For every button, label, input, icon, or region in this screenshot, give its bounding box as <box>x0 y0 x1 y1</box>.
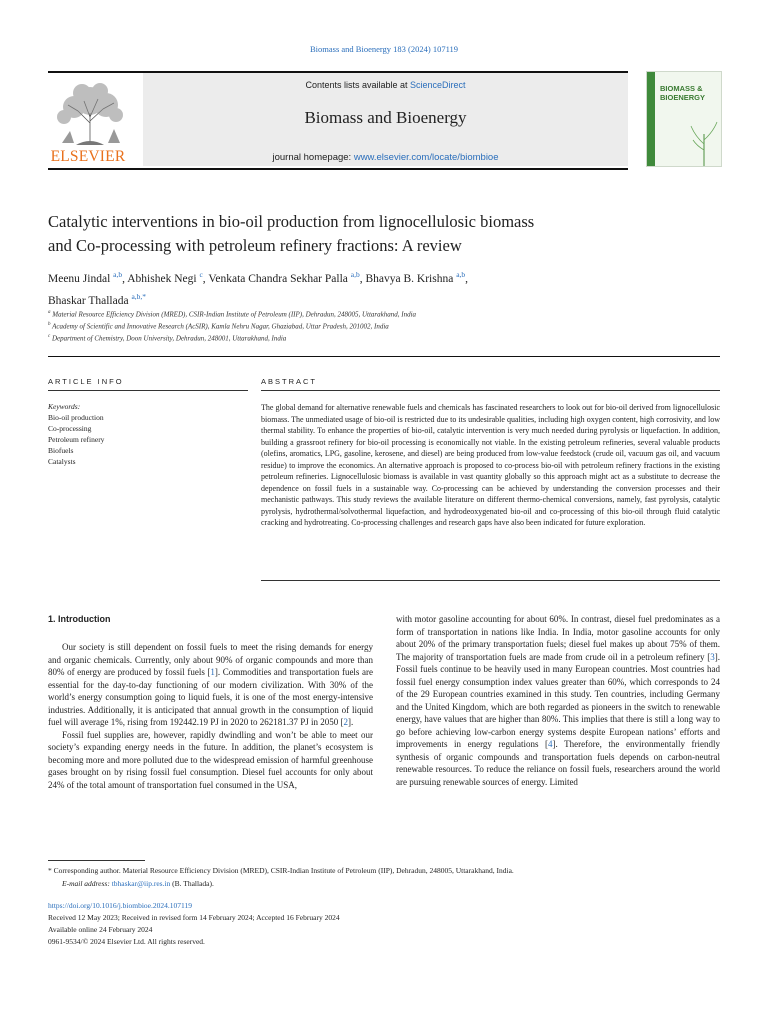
affiliation-key: a <box>48 310 51 315</box>
abstract-heading: ABSTRACT <box>261 377 318 386</box>
affiliation-b <box>48 322 728 330</box>
abstract-text: The global demand for alternative renewable fuels and chemicals has fascinated researchers to look out for bio-oil derived from lignocellulosic biomass. The unmediated usage of bio-oil is restricted due to its undesirable qualities, including high oxygen content, high corrosivity, and low thermal stability. To enhance the properties of bio-oil, catalytic intervention is very much needed during pyrolysis or liquefaction. In addition, building a grassroot refinery for bio-oil processing is economically not viable. In the existing petroleum refineries, several valuable products (olefins, aromatics, LPG, gasoline, kerosene, and diesel) are being produced from low-value feedstock (crude oil, vacuum gas oil, and vacuum residue) to improve the economics. An alternative approach is proposed to co-process bio-oil with petroleum refinery fractions in the existing petroleum refineries. Lignocellulosic biomass is available in vast quantity globally so this approach might act as a substitute to decrease the dependence on fossil fuels in a sustainable way. Co-processing can be achieved by understanding the conversion processes and their mechanistic pathways. This study reviews the available literature on different thermo-chemical conversions, namely, fast pyrolysis, catalytic pyrolysis, hydrothermal/solvothermal liquefaction, and hydrodeoxygenated bio-oil and co-processing of this bio-oil through fluid catalytic cracking and hydrotreating. Co-processing challenges and research gaps have also been indicated for future exploration. <box>261 403 720 528</box>
affiliation-text: Academy of Scientific and Innovative Research (AcSIR), Kamla Nehru Nagar, Ghaziabad, Uttar Pradesh, 201002, India <box>52 322 389 331</box>
cover-plant-icon <box>687 114 721 166</box>
body-text: ]. Fossil fuels continue to be heavily used in many European countries. Most countries had fossil fuel energy consumption index values greater than 60%, which corresponds to 24 of the 29 European countries examined in this study. Ten countries, including Germany and the United Kingdom, which are both regarded as pioneers in the switch to renewable energy, have values that are higher than 80%. This implies that there is still a long way to go before achieving low-carbon energy systems despite European nations’ efforts and improvements in energy regulations [ <box>396 651 720 749</box>
author-name[interactable]: Bhavya B. Krishna <box>365 272 454 285</box>
body-text: ]. Commodities and transportation fuels are essential for the day-to-day functioning of our modern civilization. With 30% of the world’s energy consumption going to liquid fuels, it is one of the most energy-intensive industries. Additionally, it is anticipated that annual growth in the consumption of liquid fuel will average 1%, rising from 192442.19 PJ in 2020 to 262181.37 PJ in 2050 [ <box>48 667 373 727</box>
affiliation-key: c <box>48 334 51 339</box>
author-name[interactable]: Venkata Chandra Sekhar Palla <box>208 272 348 285</box>
journal-cover-thumbnail[interactable] <box>646 71 722 167</box>
citation-link[interactable]: 2 <box>343 717 348 727</box>
affiliation-key: b <box>48 322 51 327</box>
email-suffix: (B. Thallada). <box>170 879 214 888</box>
keyword-item: Bio-oil production <box>48 413 104 422</box>
keywords-label: Keywords: <box>48 402 81 411</box>
body-paragraph: Fossil fuel supplies are, however, rapidly dwindling and won’t be able to meet our society’s expanding energy needs in the future. In addition, the planet’s ecosystem is becoming more and more polluted due to the widespread emission of harmful greenhouse gases brought on by rising fossil fuel consumption. Diesel fuel accounts for only about 24% of the total amount of transportation fuel consumed in the USA, <box>48 729 373 790</box>
author-affiliation-sup[interactable]: a,b,* <box>131 291 147 301</box>
body-text: Our society is still dependent on fossil fuels to meet the rising demands for energy and organic chemicals. Currently, only about 90% of organic compounds and more than 80% of energy are produced by fossil fuels [ <box>48 642 373 677</box>
available-online-date: Available online 24 February 2024 <box>48 925 153 934</box>
author-name[interactable]: Abhishek Negi <box>127 272 197 285</box>
cover-title-line2: BIOENERGY <box>660 92 706 102</box>
body-text: ]. <box>347 717 354 727</box>
email-link[interactable]: tbhaskar@iip.res.in <box>111 879 171 888</box>
cover-green-band <box>647 72 655 166</box>
section-heading-introduction: 1. Introduction <box>48 614 111 624</box>
keyword-item: Catalysts <box>48 457 76 466</box>
keyword-item: Petroleum refinery <box>48 435 105 444</box>
article-title-line1: Catalytic interventions in bio-oil production from lignocellulosic biomass <box>48 212 535 231</box>
citation-link[interactable]: 4 <box>548 739 553 749</box>
homepage-prefix: journal homepage: <box>272 152 354 163</box>
abstract-rule <box>261 390 720 391</box>
section-divider <box>48 356 720 357</box>
affiliation-text: Material Resource Efficiency Division (MRED), CSIR-Indian Institute of Petroleum (IIP), Dehradun, 248005, Uttarakhand, India <box>52 310 417 319</box>
author-name[interactable]: Meenu Jindal <box>48 272 111 285</box>
corresponding-author-note: * Corresponding author. Material Resource Efficiency Division (MRED), CSIR-Indian Institute of Petroleum (IIP), Dehradun, 248005, Uttarakhand, India. <box>48 866 514 875</box>
copyright-notice: 0961-9534/© 2024 Elsevier Ltd. All rights reserved. <box>48 937 205 946</box>
author-affiliation-sup[interactable]: c <box>199 270 203 279</box>
journal-reference[interactable]: Biomass and Bioenergy 183 (2024) 107119 <box>309 44 459 54</box>
journal-name: Biomass and Bioenergy <box>304 108 467 127</box>
keyword-item: Co-processing <box>48 424 92 433</box>
body-column-right <box>396 613 720 788</box>
author-affiliation-sup[interactable]: a,b <box>113 270 123 279</box>
affiliation-c <box>48 334 728 342</box>
doi-link[interactable]: https://doi.org/10.1016/j.biombioe.2024.107119 <box>48 901 192 910</box>
body-column-left <box>48 641 373 791</box>
author-affiliation-sup[interactable]: a,b <box>350 270 360 279</box>
contents-prefix: Contents lists available at <box>305 80 411 90</box>
body-text: with motor gasoline accounting for about 60%. In contrast, diesel fuel predominates as a form of transportation in nations like India. In India, motor gasoline accounts for only about 20% of the primary transportation fuels; diesel fuel makes up about 75% of them. The majority of transportation fuels are made from crude oil in a petroleum refinery [ <box>396 614 720 662</box>
keyword-item: Biofuels <box>48 446 74 455</box>
homepage-link[interactable]: www.elsevier.com/locate/biombioe <box>353 152 499 163</box>
received-dates: Received 12 May 2023; Received in revised form 14 February 2024; Accepted 16 February 2024 <box>48 913 340 922</box>
elsevier-wordmark[interactable]: ELSEVIER <box>50 148 126 165</box>
cover-title <box>660 85 720 102</box>
contents-line <box>143 80 628 90</box>
article-info-heading: ARTICLE INFO <box>48 377 124 386</box>
article-title <box>48 210 668 258</box>
citation-link[interactable]: 3 <box>710 651 715 662</box>
article-info-rule <box>48 390 248 391</box>
homepage-line <box>143 152 628 163</box>
body-text: ]. Therefore, the environmentally friendly synthesis of organic compounds and transportation fuels depends on carbon-neutral renewable resources. To reduce the reliance on fossil fuels, researchers around the world are pursuing renewable sources of energy. Limited <box>396 739 720 787</box>
affiliation-text: Department of Chemistry, Doon University, Dehradun, 248001, Uttarakhand, India <box>51 334 287 343</box>
email-note <box>62 879 742 888</box>
cover-title-line1: BIOMASS & <box>660 84 703 93</box>
body-paragraph <box>48 641 373 729</box>
footnote-rule <box>48 860 145 861</box>
email-label: E-mail address: <box>62 879 112 888</box>
sciencedirect-link[interactable]: ScienceDirect <box>410 80 466 90</box>
header-bottom-rule <box>48 168 628 170</box>
article-title-line2: and Co-processing with petroleum refinery fractions: A review <box>48 236 462 255</box>
body-paragraph <box>396 613 720 788</box>
author-name[interactable]: Bhaskar Thallada <box>48 294 129 307</box>
author-affiliation-sup[interactable]: a,b <box>456 270 466 279</box>
author-list: Meenu Jindal $^{a,b}$, Abhishek Negi $^c$, Venkata Chandra Sekhar Palla $^{a,b}$, Bhavya B. Krishna $^{a,b}$, Bhaskar Thallada $^{a,b,*}$ <box>48 270 469 307</box>
affiliation-a <box>48 310 728 318</box>
abstract-bottom-rule <box>261 580 720 581</box>
keywords-block <box>48 401 248 467</box>
citation-link[interactable]: 1 <box>210 667 215 677</box>
